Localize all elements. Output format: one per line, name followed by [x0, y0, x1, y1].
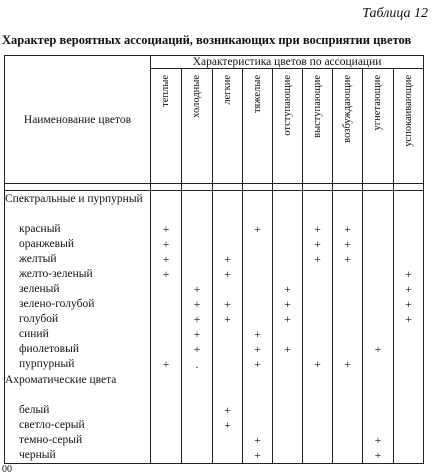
association-mark: + [273, 312, 303, 327]
association-mark: + [363, 433, 394, 448]
association-mark: + [394, 297, 424, 312]
association-mark [243, 297, 273, 312]
association-mark [243, 191, 273, 223]
table-body [5, 184, 424, 464]
association-mark [273, 433, 303, 448]
association-mark [394, 418, 424, 433]
characteristic-label: успокаивающие [402, 75, 414, 147]
color-name: красный [5, 222, 151, 237]
characteristic-label: выступающие [311, 75, 323, 138]
group-row [5, 372, 424, 403]
characteristic-header [182, 69, 213, 184]
association-mark [333, 433, 363, 448]
association-mark: + [303, 237, 333, 252]
association-mark [363, 418, 394, 433]
association-mark: + [243, 433, 273, 448]
association-mark: + [151, 252, 182, 267]
association-mark [243, 418, 273, 433]
characteristic-label: тяжелые [251, 75, 263, 114]
table-title: Характер вероятных ассоциаций, возникающих при восприятии цветов [2, 33, 412, 47]
association-mark [333, 342, 363, 357]
association-mark [273, 222, 303, 237]
association-mark: + [273, 297, 303, 312]
characteristic-label: холодные [191, 75, 202, 118]
association-mark [333, 191, 363, 223]
association-mark [333, 267, 363, 282]
association-mark [273, 448, 303, 464]
association-mark [273, 403, 303, 418]
color-name: светло-серый [5, 418, 151, 433]
association-mark [182, 433, 213, 448]
association-mark [182, 448, 213, 464]
spacer-row [5, 184, 424, 191]
characteristic-label: отступающие [281, 75, 293, 136]
color-row [5, 403, 424, 418]
association-mark: + [333, 252, 363, 267]
color-name: черный [5, 448, 151, 464]
association-mark [213, 433, 243, 448]
association-mark [273, 267, 303, 282]
association-mark [333, 403, 363, 418]
association-mark [363, 222, 394, 237]
association-mark [394, 448, 424, 464]
association-mark: + [182, 312, 213, 327]
association-mark [394, 222, 424, 237]
association-mark: + [394, 312, 424, 327]
spacer-cell [333, 184, 363, 191]
association-mark [333, 312, 363, 327]
group-row [5, 191, 424, 223]
color-row [5, 342, 424, 357]
association-mark [303, 372, 333, 403]
spacer-cell [182, 184, 213, 191]
color-row [5, 267, 424, 282]
association-mark [273, 418, 303, 433]
association-mark [303, 403, 333, 418]
color-name: зелено-голубой [5, 297, 151, 312]
association-mark: + [182, 327, 213, 342]
color-row [5, 448, 424, 464]
association-mark: + [182, 342, 213, 357]
association-mark [333, 448, 363, 464]
color-name: темно-серый [5, 433, 151, 448]
association-mark [243, 372, 273, 403]
association-mark [213, 282, 243, 297]
association-mark [273, 372, 303, 403]
color-name: белый [5, 403, 151, 418]
characteristic-label: угнетающие [372, 75, 383, 131]
association-mark: + [151, 222, 182, 237]
association-mark [333, 297, 363, 312]
association-mark: + [213, 403, 243, 418]
association-mark [333, 418, 363, 433]
association-mark [394, 433, 424, 448]
group-name: Спектральные и пурпурный [5, 191, 151, 223]
association-mark: + [333, 357, 363, 372]
association-mark [394, 403, 424, 418]
association-mark [303, 267, 333, 282]
association-mark [394, 342, 424, 357]
association-mark: + [243, 222, 273, 237]
association-mark: + [273, 282, 303, 297]
characteristic-header [333, 69, 363, 184]
association-mark [182, 267, 213, 282]
page-number-fragment: 00 [2, 464, 12, 475]
association-mark [394, 237, 424, 252]
association-mark: + [243, 342, 273, 357]
association-mark [363, 297, 394, 312]
color-row [5, 297, 424, 312]
association-mark [243, 282, 273, 297]
association-mark [151, 282, 182, 297]
association-mark [243, 252, 273, 267]
association-mark [303, 342, 333, 357]
spacer-cell [273, 184, 303, 191]
association-mark [182, 222, 213, 237]
color-name: желтый [5, 252, 151, 267]
association-mark [151, 297, 182, 312]
header-row [5, 56, 424, 69]
association-mark: + [151, 357, 182, 372]
association-mark [273, 252, 303, 267]
association-mark [151, 327, 182, 342]
association-mark [213, 448, 243, 464]
association-mark [182, 252, 213, 267]
association-mark [273, 237, 303, 252]
spacer-cell [5, 184, 151, 191]
color-row [5, 222, 424, 237]
color-row [5, 433, 424, 448]
spacer-cell [243, 184, 273, 191]
characteristic-header [394, 69, 424, 184]
characteristic-label: возбуждающие [341, 75, 353, 143]
characteristic-header [363, 69, 394, 184]
association-mark [213, 237, 243, 252]
characteristic-header [273, 69, 303, 184]
association-mark [394, 372, 424, 403]
association-mark [273, 327, 303, 342]
color-row [5, 418, 424, 433]
association-mark: + [333, 222, 363, 237]
association-mark: + [213, 418, 243, 433]
association-mark: + [243, 357, 273, 372]
characteristic-header [303, 69, 333, 184]
color-row [5, 312, 424, 327]
association-mark: + [182, 297, 213, 312]
association-mark: + [243, 327, 273, 342]
association-mark [303, 191, 333, 223]
association-mark: + [182, 282, 213, 297]
name-column-header: Наименование цветов [5, 56, 151, 184]
association-mark: + [273, 342, 303, 357]
association-mark [182, 372, 213, 403]
color-row [5, 357, 424, 372]
color-name: пурпурный [5, 357, 151, 372]
association-mark [182, 403, 213, 418]
association-mark [151, 448, 182, 464]
association-mark: + [303, 357, 333, 372]
color-name: желто-зеленый [5, 267, 151, 282]
association-mark [363, 357, 394, 372]
association-mark [363, 282, 394, 297]
association-mark [213, 372, 243, 403]
association-mark [363, 403, 394, 418]
association-mark [182, 191, 213, 223]
association-mark: + [151, 267, 182, 282]
association-mark [394, 357, 424, 372]
association-mark: + [213, 297, 243, 312]
association-mark [182, 418, 213, 433]
association-mark: + [303, 252, 333, 267]
association-mark [333, 372, 363, 403]
table-number: Таблица 12 [362, 6, 428, 21]
color-name: синий [5, 327, 151, 342]
color-row [5, 252, 424, 267]
association-mark [243, 312, 273, 327]
association-mark [243, 237, 273, 252]
association-mark [273, 191, 303, 223]
association-mark [394, 327, 424, 342]
color-row [5, 282, 424, 297]
characteristic-group-header: Характеристика цветов по ассоциации [151, 56, 424, 69]
association-mark [213, 342, 243, 357]
association-mark [151, 191, 182, 223]
association-mark [151, 433, 182, 448]
association-mark [213, 327, 243, 342]
association-mark [363, 312, 394, 327]
characteristic-header [213, 69, 243, 184]
color-row [5, 327, 424, 342]
association-mark: + [333, 237, 363, 252]
association-mark [303, 433, 333, 448]
association-mark [303, 312, 333, 327]
association-mark: + [394, 267, 424, 282]
association-mark [151, 372, 182, 403]
association-mark [363, 267, 394, 282]
association-table [4, 55, 424, 464]
association-mark [333, 282, 363, 297]
association-mark [394, 252, 424, 267]
characteristic-header [151, 69, 182, 184]
association-mark: . [182, 357, 213, 372]
color-name: голубой [5, 312, 151, 327]
association-mark [394, 191, 424, 223]
association-mark [363, 372, 394, 403]
spacer-cell [363, 184, 394, 191]
association-mark [303, 448, 333, 464]
association-mark: + [394, 282, 424, 297]
spacer-cell [151, 184, 182, 191]
spacer-cell [303, 184, 333, 191]
association-mark: + [303, 222, 333, 237]
association-mark: + [151, 237, 182, 252]
color-name: оранжевый [5, 237, 151, 252]
characteristic-header [243, 69, 273, 184]
association-mark [363, 237, 394, 252]
association-mark: + [363, 342, 394, 357]
association-mark: + [213, 252, 243, 267]
characteristic-label: теплые [160, 75, 171, 107]
association-mark [213, 357, 243, 372]
color-row [5, 237, 424, 252]
association-mark [303, 282, 333, 297]
association-mark [363, 191, 394, 223]
association-mark [151, 403, 182, 418]
association-mark [151, 418, 182, 433]
association-mark [182, 237, 213, 252]
association-mark: + [363, 448, 394, 464]
characteristic-label: легкие [221, 75, 233, 105]
association-mark [363, 252, 394, 267]
association-mark [333, 327, 363, 342]
association-mark [243, 267, 273, 282]
association-mark [243, 403, 273, 418]
association-mark [303, 418, 333, 433]
association-mark [363, 327, 394, 342]
association-mark [213, 222, 243, 237]
association-mark [213, 191, 243, 223]
association-mark [303, 327, 333, 342]
group-name: Ахроматические цвета [5, 372, 151, 403]
color-name: зеленый [5, 282, 151, 297]
association-mark [303, 297, 333, 312]
association-mark: + [213, 267, 243, 282]
association-mark [273, 357, 303, 372]
spacer-cell [394, 184, 424, 191]
spacer-cell [213, 184, 243, 191]
association-mark: + [243, 448, 273, 464]
association-mark: + [213, 312, 243, 327]
association-mark [151, 342, 182, 357]
association-mark [151, 312, 182, 327]
color-name: фиолетовый [5, 342, 151, 357]
